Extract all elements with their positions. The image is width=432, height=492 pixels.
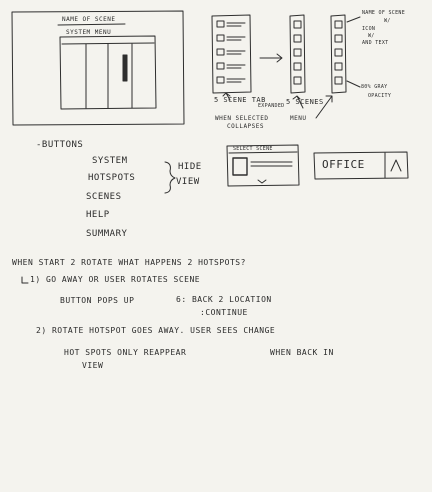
select-scene-title: SELECT SCENE [233,146,273,152]
annotation-name-line4: W/ [368,33,375,39]
expanded-scene-rows [217,21,245,83]
select-scene-thumbnail [233,158,247,175]
note-2-line4: VIEW [82,361,104,370]
wireframe-scene-name: NAME OF SCENE [62,16,116,23]
collapsed-caption: 5 SCENES [286,98,324,106]
icon-text-scene-icons [335,21,342,84]
select-scene-title-underline [229,152,297,153]
expanded-caption-collapses: COLLAPSES [227,123,265,130]
note-2-line2: HOT SPOTS ONLY REAPPEAR [64,348,187,357]
note-2-line3: WHEN BACK IN [270,348,334,357]
annotation-name-line2: W/ [384,18,391,24]
wireframe-title-underline [58,24,125,25]
view-label: VIEW [176,177,200,187]
hide-label: HIDE [178,162,202,172]
select-scene-text-lines [251,162,292,166]
button-item-hotspots: HOTSPOTS [88,173,136,183]
button-item-scenes: SCENES [86,192,122,202]
note-1-line1: 1) GO AWAY OR USER ROTATES SCENE [30,275,201,284]
collapse-arrow [260,54,282,62]
annotation-gray-line2: OPACITY [368,93,392,99]
office-button-label: OFFICE [322,158,365,171]
buttons-title: -BUTTONS [36,140,84,150]
collapsed-caption-menu: MENU [290,115,307,122]
wireframe-system-menu: SYSTEM MENU [66,29,112,36]
note-1-bracket [22,277,28,283]
expanded-caption: 5 SCENE TAB [214,96,266,104]
button-item-system: SYSTEM [92,156,128,166]
hide-view-brace [165,162,175,193]
expanded-caption-sup: EXPANDED [258,103,285,109]
button-item-summary: SUMMARY [86,229,128,239]
annotation-name-line3: ICON [362,26,376,32]
icon-text-scene-column [331,15,346,93]
annotation-name-line1: NAME OF SCENE [362,10,406,16]
callout-line-name-icon [347,17,360,22]
note-1-line2: BUTTON POPS UP [60,296,135,305]
collapsed-scene-icons [294,21,301,84]
rotation-question: WHEN START 2 ROTATE WHAT HAPPENS 2 HOTSPOTS? [12,258,246,267]
office-button-caret [391,160,401,171]
collapsed-scene-column [290,15,305,93]
annotation-gray-line1: 80% GRAY [361,84,388,90]
note-1-line4: :CONTINUE [200,308,248,317]
button-item-help: HELP [86,210,110,220]
callout-line-gray [347,81,360,87]
select-scene-chevron [258,180,266,183]
annotation-name-line5: AND TEXT [362,40,389,46]
expanded-caption-line2: WHEN SELECTED [215,115,269,122]
note-2-line1: 2) ROTATE HOTSPOT GOES AWAY. USER SEES CHANGE [36,326,276,335]
note-1-line3: 6: BACK 2 LOCATION [176,295,272,304]
wireframe-scroll-slider [123,55,127,81]
